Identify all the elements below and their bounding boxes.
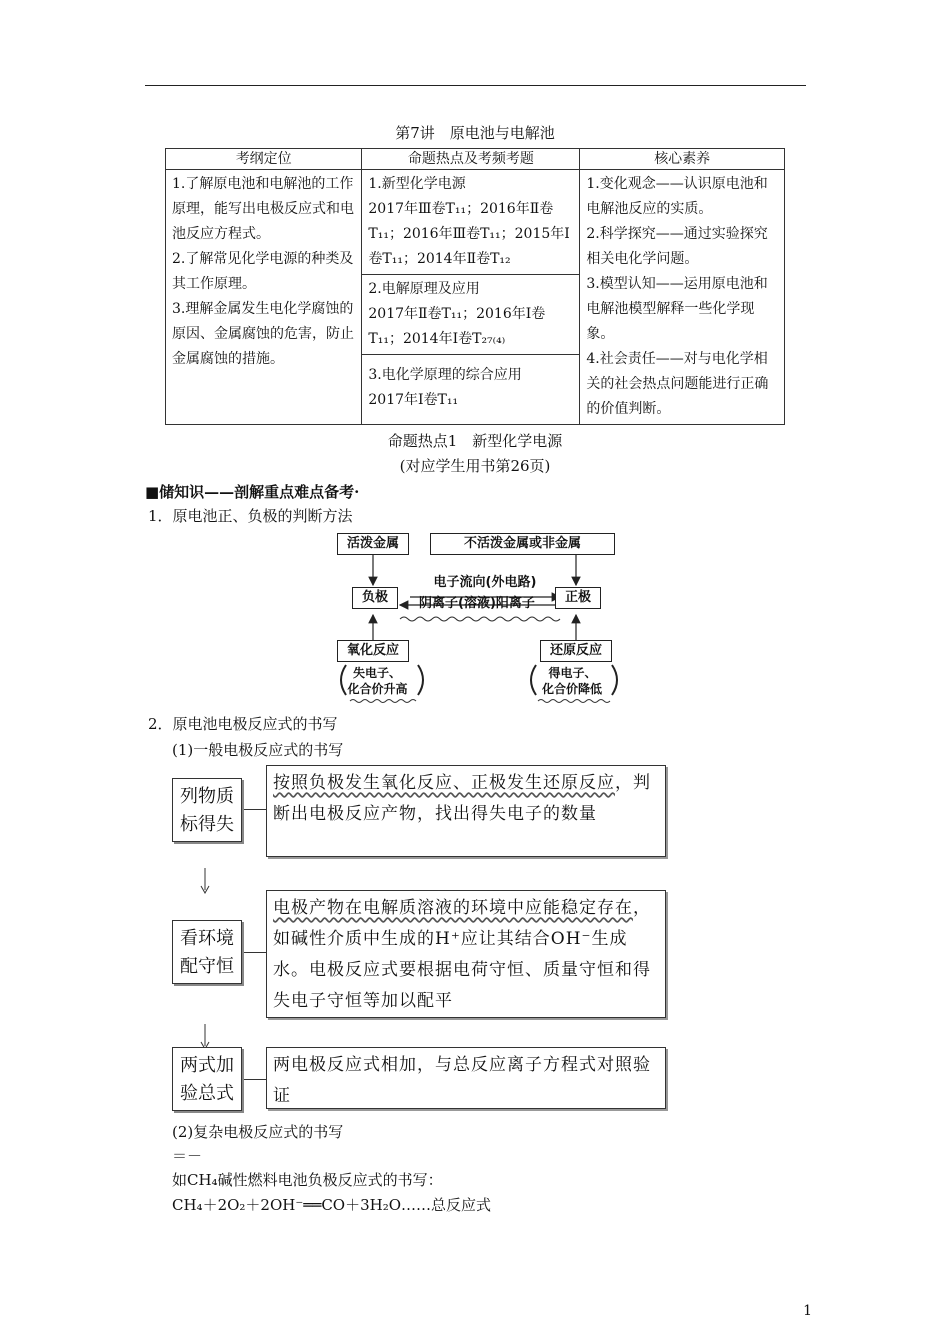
step-desc-text: 两电极反应式相加，与总反应离子方程式对照验证 <box>273 1055 651 1106</box>
step-box: 列物质标得失 <box>172 778 242 842</box>
literacy-item: 3.模型认知——运用原电池和电解池模型解释一些化学现象。 <box>586 276 768 342</box>
hot-topic-cell <box>362 355 580 425</box>
lose-electron-label: 失电子、 <box>352 666 401 680</box>
step-desc-emphasis: 按照负极发生氧化反应、正极发生还原反应 <box>273 773 615 793</box>
table-header: 考纲定位 <box>166 149 362 170</box>
example-text: 如CH₄碱性燃料电池负极反应式的书写： <box>172 1171 443 1189</box>
table-header: 核心素养 <box>580 149 785 170</box>
hot-topic-title: 1.新型化学电源 <box>368 176 466 192</box>
wavy-underline <box>350 700 416 703</box>
section-heading: ■储知识——剖解重点难点备考· <box>145 483 360 501</box>
valence-down-label: 化合价降低 <box>541 682 602 696</box>
item-1-title: 1．原电池正、负极的判断方法 <box>148 507 353 525</box>
item-2-sub2: (2)复杂电极反应式的书写 <box>172 1123 344 1141</box>
literacy-item: 4.社会责任——对与电化学相关的社会热点问题能进行正确的价值判断。 <box>586 351 769 417</box>
syllabus-cell <box>166 170 362 425</box>
hotspot-title: 命题热点1 新型化学电源 <box>387 432 563 450</box>
electron-flow-label: 电子流向(外电路) <box>433 575 537 590</box>
wavy-underline <box>400 617 560 621</box>
connector <box>244 809 266 810</box>
literacy-item: 2.科学探究——通过实验探究相关电化学问题。 <box>586 226 768 267</box>
valence-up-label: 化合价升高 <box>347 682 408 696</box>
step-desc-text: ，如碱性介质中生成的H⁺应让其结合OH⁻生成水。电极反应式要根据电荷守恒、质量守恒和得失电子守恒等加以配平 <box>273 898 651 1011</box>
step-desc <box>266 765 666 857</box>
step-desc-text: ，判断出电极反应产物，找出得失电子的数量 <box>273 773 651 824</box>
ion-flow-label: 阴离子(溶液)阳离子 <box>419 596 535 611</box>
table-header: 命题热点及考频考题 <box>362 149 580 170</box>
gain-electron-label: 得电子、 <box>548 666 597 680</box>
hot-topic-detail: 2017年Ⅲ卷T₁₁；2016年Ⅱ卷T₁₁；2016年Ⅲ卷T₁₁；2015年Ⅰ卷T₁₁；2014年Ⅱ卷T₁₂ <box>368 201 570 267</box>
hotspot-ref: (对应学生用书第26页) <box>399 457 551 475</box>
equation-text: CH₄＋2O₂＋2OH⁻══CO＋3H₂O……总反应式 <box>172 1196 492 1214</box>
page-number: 1 <box>803 1303 812 1319</box>
item-2-title: 2．原电池电极反应式的书写 <box>148 715 338 733</box>
step-desc-emphasis: 电极产物在电解质溶液的环境中应能稳定存在 <box>273 898 633 918</box>
overview-table <box>165 148 785 425</box>
reduction-box: 还原反应 <box>540 640 612 662</box>
oxidation-box: 氧化反应 <box>337 640 409 662</box>
step-desc <box>266 1047 666 1109</box>
hot-topic-detail: 2017年Ⅱ卷T₁₁；2016年Ⅰ卷T₁₁；2014年Ⅰ卷T₂₇₍₄₎ <box>368 306 546 347</box>
step-desc <box>266 890 666 1018</box>
hot-topic-detail: 2017年Ⅰ卷T₁₁ <box>368 392 459 408</box>
eq-sign: ＝－ <box>172 1147 203 1165</box>
item-2-sub1: (1)一般电极反应式的书写 <box>172 741 344 759</box>
connector <box>244 952 266 953</box>
step-box: 两式加验总式 <box>172 1047 242 1111</box>
hot-topic-cell <box>362 170 580 275</box>
syllabus-item: 2.了解常见化学电源的种类及其工作原理。 <box>172 251 354 292</box>
literacy-item: 1.变化观念——认识原电池和电解池反应的实质。 <box>586 176 768 217</box>
hot-topic-title: 2.电解原理及应用 <box>368 281 480 297</box>
hot-topic-cell <box>362 275 580 355</box>
step-box: 看环境配守恒 <box>172 920 242 984</box>
active-metal-box: 活泼金属 <box>337 533 409 555</box>
header-rule <box>145 85 806 86</box>
wavy-underline <box>538 700 610 703</box>
syllabus-item: 3.理解金属发生电化学腐蚀的原因、金属腐蚀的危害，防止金属腐蚀的措施。 <box>172 301 354 367</box>
literacy-cell <box>580 170 785 425</box>
lesson-title: 第7讲 原电池与电解池 <box>395 124 555 142</box>
hot-topic-title: 3.电化学原理的综合应用 <box>368 367 522 383</box>
connector <box>244 1079 266 1080</box>
positive-electrode-box: 正极 <box>555 587 601 609</box>
negative-electrode-box: 负极 <box>352 587 398 609</box>
inactive-box: 不活泼金属或非金属 <box>430 533 615 555</box>
flow-arrow-icon <box>198 868 212 894</box>
syllabus-item: 1.了解原电池和电解池的工作原理，能写出电极反应式和电池反应方程式。 <box>172 176 354 242</box>
